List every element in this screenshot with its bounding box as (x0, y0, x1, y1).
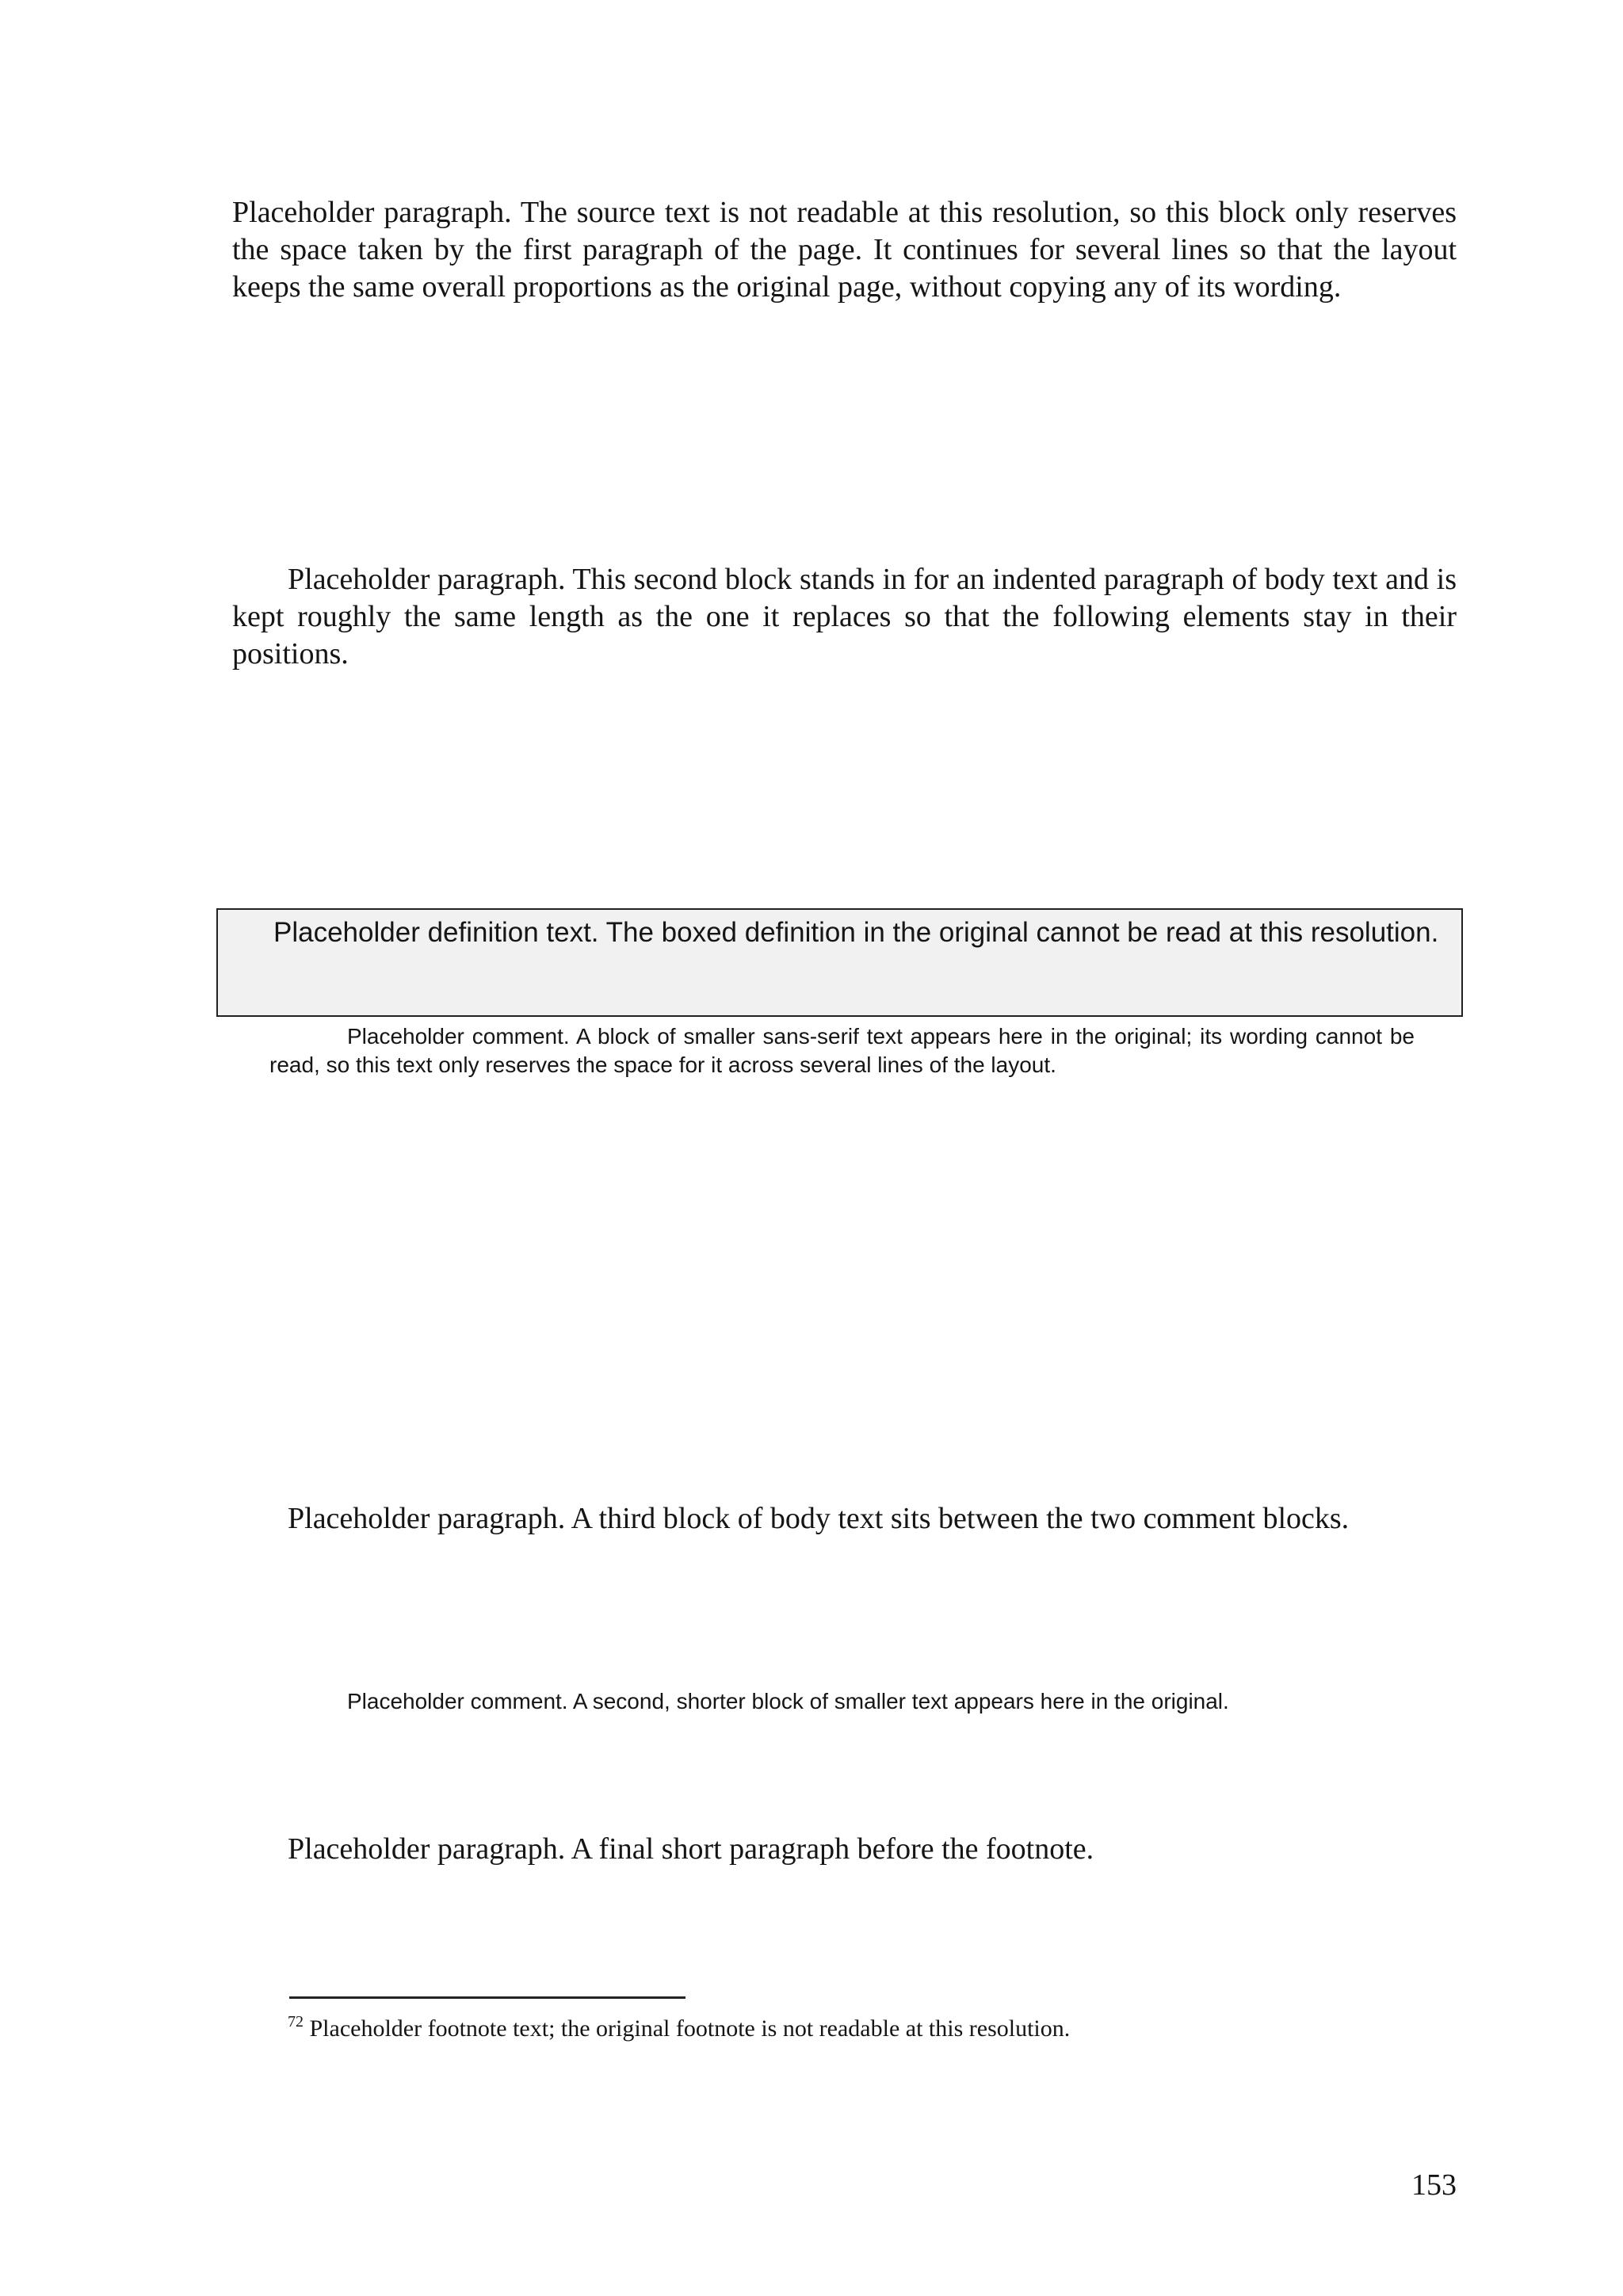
comment-block-1: Placeholder comment. A block of smaller sans-serif text appears here in the original; its wording cannot be read, so this text only reserves the space for it across several lines of the layout. (269, 1024, 1415, 1077)
body-paragraph-2: Placeholder paragraph. This second block stands in for an indented paragraph of body text and is kept roughly the same length as the one it replaces so that the following elements stay in their positions. (232, 563, 1457, 670)
body-paragraph-4: Placeholder paragraph. A final short paragraph before the footnote. (288, 1832, 1094, 1866)
definition-box (216, 908, 1463, 1017)
comment-block-2: Placeholder comment. A second, shorter block of smaller text appears here in the original. (347, 1689, 1229, 1713)
definition-text: Placeholder definition text. The boxed definition in the original cannot be read at this resolution. (273, 917, 1439, 948)
body-paragraph-3: Placeholder paragraph. A third block of body text sits between the two comment blocks. (288, 1502, 1350, 1535)
page-number: 153 (1411, 2168, 1457, 2202)
body-paragraph-1: Placeholder paragraph. The source text is not readable at this resolution, so this block only reserves the space taken by the first paragraph of the page. It continues for several lines so that the layout keeps the same overall proportions as the original page, without copying any of its wording. (232, 196, 1457, 304)
footnote-divider (289, 1996, 685, 1999)
footnote (232, 2008, 1457, 2043)
footnote-text: Placeholder footnote text; the original footnote is not readable at this resolution. (309, 2015, 1071, 2042)
footnote-marker: 72 (288, 2013, 304, 2030)
